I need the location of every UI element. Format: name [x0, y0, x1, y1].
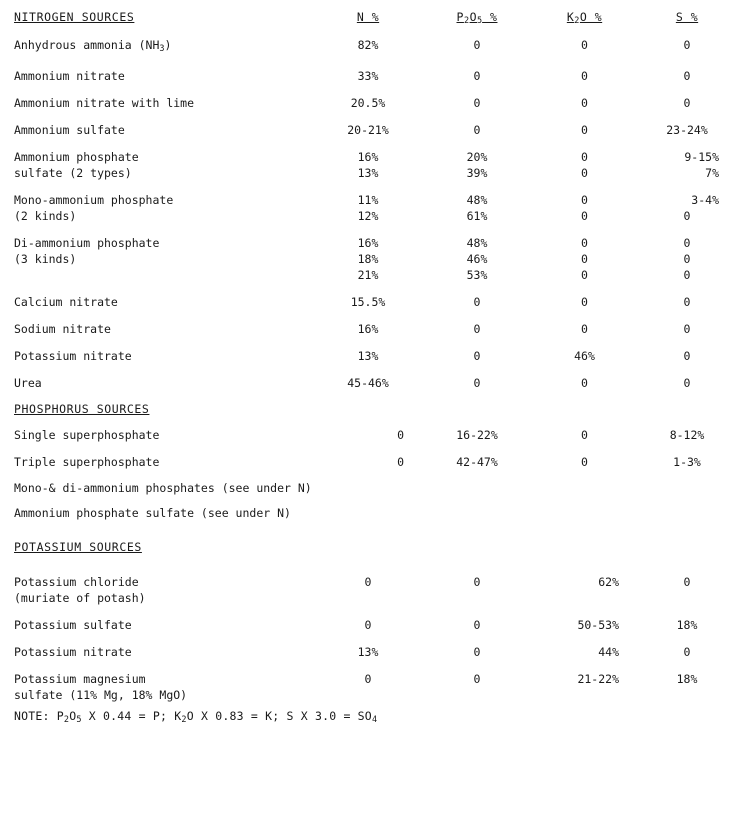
row-value-k: 0: [581, 96, 588, 110]
table-row: [14, 208, 737, 224]
row-label: Potassium magnesium: [14, 672, 146, 686]
row-label: Urea: [14, 376, 42, 390]
row-value-p: 0: [473, 672, 481, 686]
row-value-s: 23-24%: [666, 123, 708, 137]
phosphorus-note-1: Mono-& di-ammonium phosphates (see under N): [14, 481, 312, 495]
row-value-k: 0: [581, 376, 588, 390]
column-header-nitrogen-sources: NITROGEN SOURCES: [14, 10, 135, 24]
row-value-p: 0: [473, 69, 481, 83]
column-header-k2o: $K_2O$ %: [566, 10, 603, 26]
row-label-continued: sulfate (2 types): [14, 166, 132, 180]
table-header-row: [14, 10, 737, 37]
row-label: Potassium sulfate: [14, 618, 132, 632]
row-value-n: 20-21%: [347, 123, 389, 137]
row-label: Potassium nitrate: [14, 349, 132, 363]
row-value-k: 0: [581, 69, 588, 83]
row-value-s: 0: [683, 376, 691, 390]
row-label: Ammonium nitrate: [14, 69, 125, 83]
table-row: [14, 251, 737, 267]
row-value-n: 11%: [357, 193, 379, 207]
row-value-n: 0: [364, 618, 372, 632]
row-value-p: 48%: [466, 193, 488, 207]
row-value-k: 0: [581, 38, 588, 52]
row-label: Sodium nitrate: [14, 322, 111, 336]
row-value-k: 46%: [574, 349, 595, 363]
row-label-continued: (3 kinds): [14, 252, 77, 266]
row-value-k: 0: [581, 322, 588, 336]
row-value-n: 0: [364, 575, 372, 589]
row-value-n: 13%: [357, 349, 379, 363]
footnote-row: [14, 703, 737, 725]
row-value-p: 20%: [466, 150, 488, 164]
table-row: [14, 427, 737, 443]
row-value-k: 0: [581, 268, 588, 282]
row-value-n: 12%: [357, 209, 379, 223]
row-label: Potassium nitrate: [14, 645, 132, 659]
note-row: [14, 481, 737, 495]
row-value-p: 0: [473, 575, 481, 589]
phosphorus-note-2: Ammonium phosphate sulfate (see under N): [14, 506, 291, 520]
row-value-n: 16%: [357, 322, 379, 336]
row-label: Anhydrous ammonia $(NH_3)$: [14, 38, 172, 54]
section-heading-row: [14, 402, 737, 416]
table-row: [14, 687, 737, 703]
table-row: [14, 321, 737, 337]
table-row: [14, 590, 737, 606]
row-value-p: 0: [473, 645, 481, 659]
row-value-k: 0: [581, 166, 588, 180]
row-label-continued: sulfate (11% Mg, 18% MgO): [14, 688, 188, 702]
row-value-p: 0: [473, 295, 481, 309]
row-value-k: 0: [581, 123, 588, 137]
row-value-p: 0: [473, 38, 481, 52]
row-value-k: 0: [581, 428, 588, 442]
table-row: [14, 375, 737, 391]
row-label: Mono-ammonium phosphate: [14, 193, 174, 207]
row-value-p: 42-47%: [456, 455, 498, 469]
row-value-p: 61%: [466, 209, 488, 223]
row-value-s: 0: [683, 349, 691, 363]
table-row: [14, 192, 737, 208]
row-value-s: 0: [683, 645, 691, 659]
row-value-k: 21-22%: [577, 672, 619, 686]
row-value-p: 48%: [466, 236, 488, 250]
row-value-p: 46%: [466, 252, 488, 266]
note-row: [14, 506, 737, 520]
row-value-k: 62%: [598, 575, 619, 589]
row-value-n: 16%: [357, 150, 379, 164]
row-value-n: 0: [397, 455, 404, 469]
row-value-p: 0: [473, 322, 481, 336]
section-heading-row: [14, 540, 737, 554]
row-value-s: 18%: [676, 672, 698, 686]
row-label: Ammonium phosphate: [14, 150, 139, 164]
row-value-s: 8-12%: [669, 428, 705, 442]
row-value-n: 33%: [357, 69, 379, 83]
table-row: [14, 95, 737, 111]
row-value-p: 0: [473, 123, 481, 137]
table-row: [14, 37, 737, 57]
row-label-continued: (muriate of potash): [14, 591, 146, 605]
row-value-s: 0: [683, 38, 691, 52]
table-row: [14, 267, 737, 283]
row-value-n: 15.5%: [350, 295, 386, 309]
row-label: Calcium nitrate: [14, 295, 118, 309]
row-value-k: 50-53%: [577, 618, 619, 632]
row-value-s: 0: [683, 69, 691, 83]
row-value-p: 0: [473, 618, 481, 632]
row-label: Triple superphosphate: [14, 455, 160, 469]
table-row: [14, 671, 737, 687]
row-value-k: 0: [581, 209, 588, 223]
column-header-p2o5: $P_2O_5$ %: [456, 10, 498, 26]
row-value-s: 0: [683, 96, 691, 110]
row-value-n: 21%: [357, 268, 379, 282]
row-value-s: 0: [683, 322, 691, 336]
row-value-n: 18%: [357, 252, 379, 266]
column-header-n: N %: [356, 10, 380, 24]
table-row: [14, 149, 737, 165]
row-value-k: 0: [581, 236, 588, 250]
section-heading-phosphorus: PHOSPHORUS SOURCES: [14, 402, 150, 416]
row-label: Ammonium nitrate with lime: [14, 96, 195, 110]
row-label: Single superphosphate: [14, 428, 160, 442]
row-value-n: 13%: [357, 645, 379, 659]
table-row: [14, 165, 737, 181]
table-row: [14, 574, 737, 590]
row-value-s: 7%: [705, 166, 719, 180]
row-value-n: 0: [397, 428, 404, 442]
row-value-s: 3-4%: [691, 193, 719, 207]
row-value-n: 82%: [357, 38, 379, 52]
row-label: Ammonium sulfate: [14, 123, 125, 137]
row-value-p: 53%: [466, 268, 488, 282]
fertilizer-table: [14, 10, 737, 725]
row-value-k: 0: [581, 455, 588, 469]
row-value-s: 0: [683, 295, 691, 309]
row-value-p: 0: [473, 349, 481, 363]
table-row: [14, 348, 737, 364]
row-value-k: 0: [581, 150, 588, 164]
column-header-s: S %: [675, 10, 699, 24]
row-value-p: 39%: [466, 166, 488, 180]
row-value-n: 13%: [357, 166, 379, 180]
row-value-s: 0: [683, 252, 691, 266]
table-row: [14, 235, 737, 251]
row-label: Di-ammonium phosphate: [14, 236, 160, 250]
row-value-n: 45-46%: [347, 376, 389, 390]
row-value-k: 0: [581, 193, 588, 207]
row-value-s: 9-15%: [684, 150, 719, 164]
row-value-n: 20.5%: [350, 96, 386, 110]
row-value-k: 0: [581, 295, 588, 309]
row-value-p: 0: [473, 376, 481, 390]
table-row: [14, 294, 737, 310]
row-value-k: 0: [581, 252, 588, 266]
row-value-p: 16-22%: [456, 428, 498, 442]
row-value-p: 0: [473, 96, 481, 110]
row-value-s: 0: [683, 268, 691, 282]
row-value-s: 18%: [676, 618, 698, 632]
table-row: [14, 122, 737, 138]
row-value-k: 44%: [598, 645, 619, 659]
row-value-n: 0: [364, 672, 372, 686]
conversion-footnote: NOTE: $P_2O_5$ X 0.44 = P; $K_2O$ X 0.83 = K; S X $3.0 = SO_4$: [14, 709, 378, 725]
row-label: Potassium chloride: [14, 575, 139, 589]
table-row: [14, 68, 737, 84]
row-value-s: 1-3%: [673, 455, 701, 469]
section-heading-potassium: POTASSIUM SOURCES: [14, 540, 142, 554]
row-label-continued: (2 kinds): [14, 209, 77, 223]
row-value-n: 16%: [357, 236, 379, 250]
row-value-s: 0: [683, 575, 691, 589]
table-row: [14, 454, 737, 470]
row-value-s: 0: [683, 209, 691, 223]
table-row: [14, 617, 737, 633]
table-row: [14, 644, 737, 660]
row-value-s: 0: [683, 236, 691, 250]
